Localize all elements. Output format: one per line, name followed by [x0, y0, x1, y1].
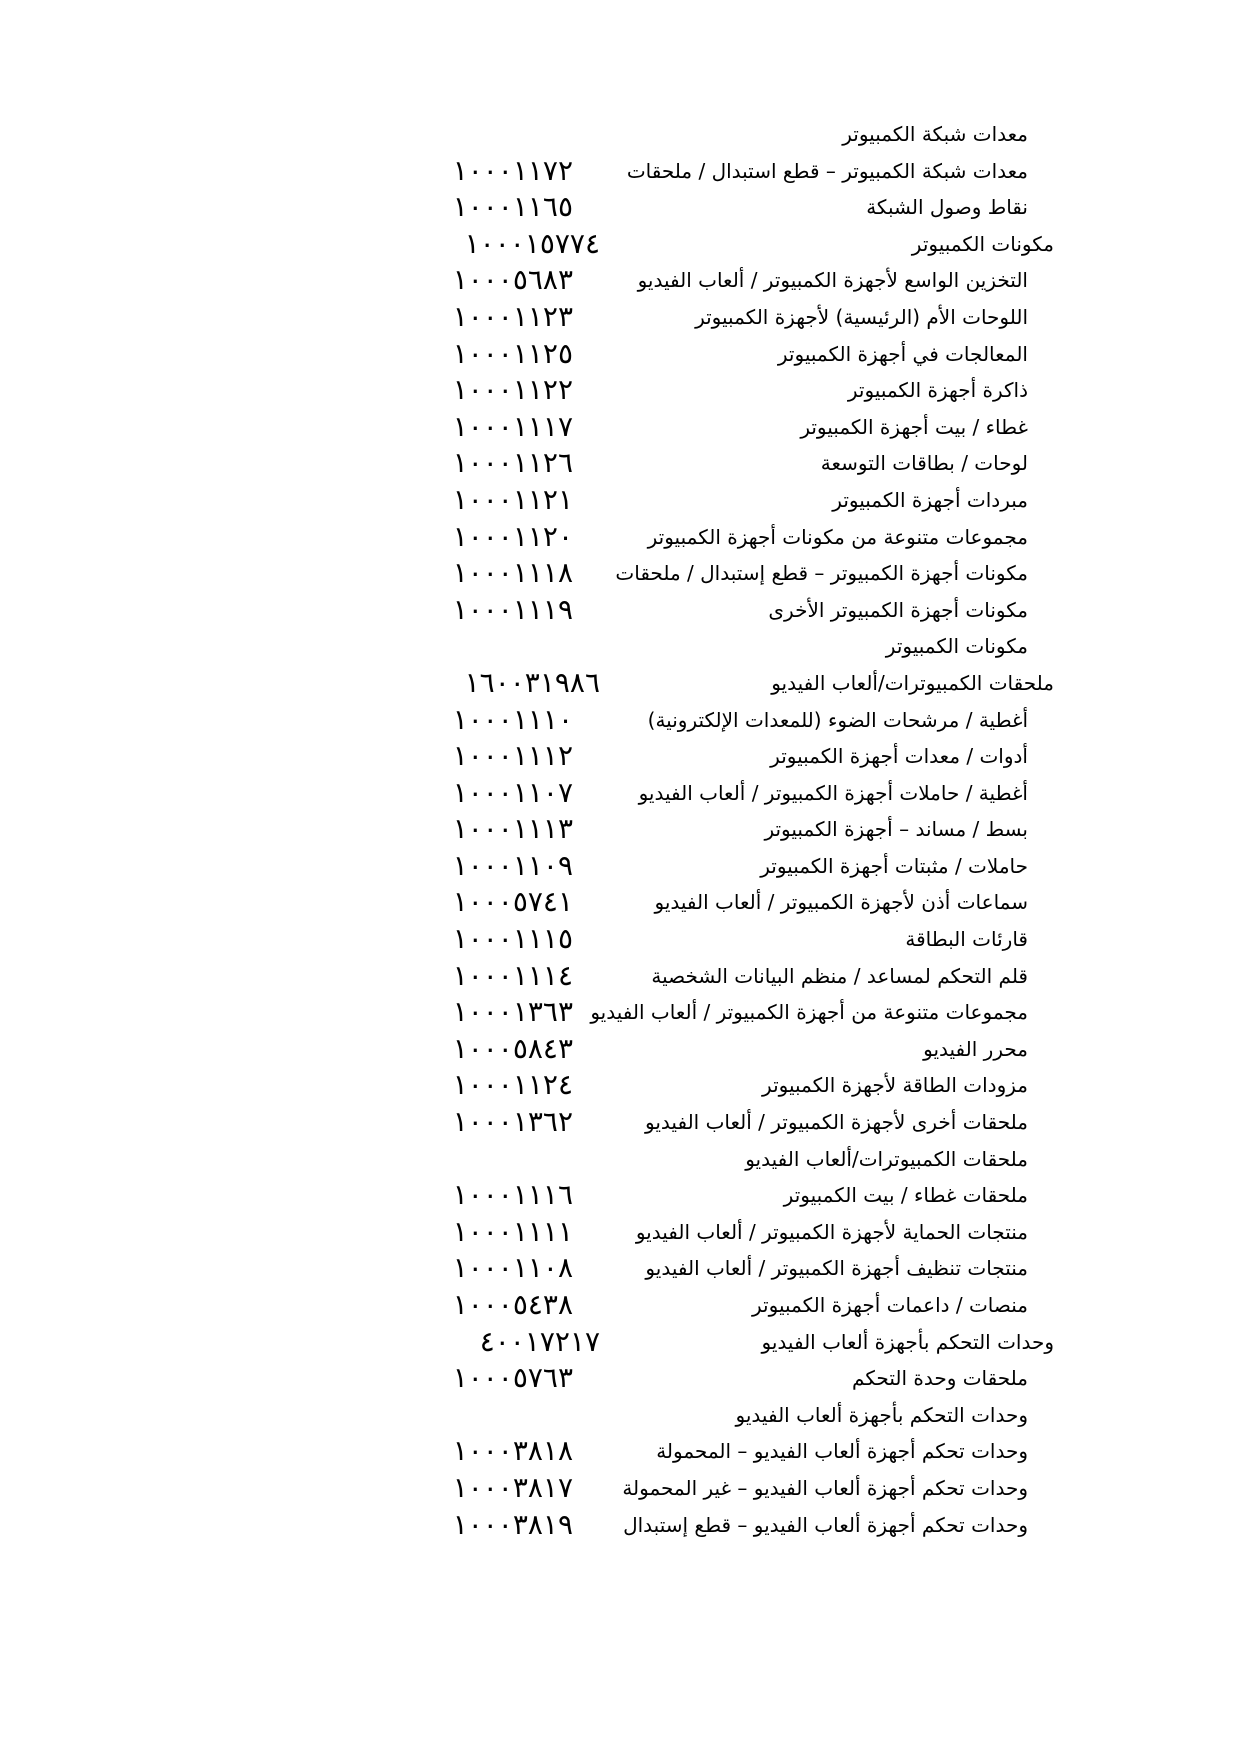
category-label: مجموعات متنوعة من مكونات أجهزة الكمبيوتر	[647, 524, 1028, 549]
category-label: معدات شبكة الكمبيوتر	[842, 122, 1028, 146]
category-row	[0, 153, 1240, 196]
category-row	[0, 519, 1240, 562]
category-label: قارئات البطاقة	[905, 927, 1028, 952]
category-label: لوحات / بطاقات التوسعة	[820, 451, 1028, 476]
category-row	[0, 1178, 1240, 1220]
category-code: ١٠٠٠١١١٠	[452, 702, 573, 736]
category-code: ١٠٠٠٣٨١٧	[452, 1470, 573, 1504]
category-code: ١٠٠٠١١٢١	[452, 482, 573, 516]
category-row	[0, 1031, 1240, 1074]
category-code: ١٠٠٠١١١٩	[452, 592, 573, 626]
category-label: أدوات / معدات أجهزة الكمبيوتر	[770, 744, 1028, 769]
category-code: ١٠٠٠١١٢٠	[452, 519, 573, 553]
category-row	[0, 995, 1240, 1037]
category-label: ملحقات الكمبيوترات/ألعاب الفيديو	[745, 1146, 1028, 1171]
category-label: حاملات / مثبتات أجهزة الكمبيوتر	[760, 853, 1028, 878]
category-label: منصات / داعمات أجهزة الكمبيوتر	[752, 1293, 1028, 1317]
category-code: ١٠٠٠١١٠٨	[452, 1251, 573, 1285]
category-code: ١٠٠٠٥٧٦٣	[452, 1361, 573, 1395]
category-label: المعالجات في أجهزة الكمبيوتر	[777, 341, 1028, 366]
category-code: ١٠٠٠٥٤٣٨	[452, 1288, 573, 1321]
category-row	[0, 1251, 1240, 1293]
category-row	[0, 1507, 1240, 1550]
category-label: قلم التحكم لمساعد / منظم البيانات الشخصية	[651, 963, 1028, 988]
category-row	[0, 634, 1240, 671]
category-row	[0, 592, 1240, 635]
category-row	[0, 1105, 1240, 1147]
category-label: منتجات تنظيف أجهزة الكمبيوتر / ألعاب الفيديو	[645, 1256, 1028, 1281]
category-row	[0, 299, 1240, 342]
category-label: ملحقات وحدة التحكم	[852, 1366, 1028, 1391]
category-row	[0, 922, 1240, 964]
category-row	[0, 848, 1240, 891]
category-code: ١٠٠٠١١١٣	[452, 812, 573, 846]
category-code: ١٠٠٠١٣٦٣	[452, 995, 573, 1029]
category-row	[0, 958, 1240, 1001]
category-code: ١٠٠٠٥٨٤٣	[452, 1031, 573, 1065]
category-label: وحدات تحكم أجهزة ألعاب الفيديو – المحمولة	[656, 1439, 1028, 1464]
category-row	[0, 775, 1240, 818]
category-code: ١٠٠٠١١٢٥	[452, 336, 573, 370]
category-label: مزودات الطاقة لأجهزة الكمبيوتر	[762, 1073, 1028, 1098]
category-label: ملحقات غطاء / بيت الكمبيوتر	[783, 1183, 1028, 1208]
category-code: ١٦٠٠٣١٩٨٦	[464, 665, 600, 699]
category-label: معدات شبكة الكمبيوتر – قطع استبدال / ملحقات	[626, 158, 1028, 183]
category-code: ١٠٠٠١١٦٥	[452, 190, 573, 224]
category-label: وحدات تحكم أجهزة ألعاب الفيديو – غير المحمولة	[622, 1475, 1028, 1500]
category-list	[0, 122, 1240, 1549]
category-code: ١٠٠٠١١٠٧	[452, 775, 573, 809]
category-row	[0, 1288, 1240, 1330]
category-row	[0, 702, 1240, 745]
category-label: مكونات أجهزة الكمبيوتر – قطع إستبدال / ملحقات	[615, 561, 1028, 586]
category-label: التخزين الواسع لأجهزة الكمبيوتر / ألعاب الفيديو	[637, 268, 1028, 293]
category-label: ملحقات أخرى لأجهزة الكمبيوتر / ألعاب الفيديو	[645, 1110, 1028, 1135]
category-heading-row	[0, 665, 1240, 708]
category-label: مبردات أجهزة الكمبيوتر	[832, 487, 1028, 512]
category-row	[0, 556, 1240, 598]
category-row	[0, 1361, 1240, 1403]
category-row	[0, 1470, 1240, 1513]
category-code: ١٠٠٠٣٨١٩	[452, 1507, 573, 1541]
category-label: ملحقات الكمبيوترات/ألعاب الفيديو	[771, 670, 1054, 695]
category-row	[0, 885, 1240, 927]
category-row	[0, 446, 1240, 488]
category-label: مكونات أجهزة الكمبيوتر الأخرى	[768, 597, 1028, 622]
category-label: نقاط وصول الشبكة	[866, 195, 1028, 220]
category-code: ١٠٠٠٥٦٨٣	[452, 263, 573, 297]
category-label: وحدات التحكم بأجهزة ألعاب الفيديو	[735, 1402, 1028, 1427]
category-label: ذاكرة أجهزة الكمبيوتر	[847, 378, 1028, 403]
category-code: ١٠٠٠٣٨١٨	[452, 1434, 573, 1468]
category-code: ١٠٠٠١٥٧٧٤	[464, 226, 600, 260]
category-label: مكونات الكمبيوتر	[885, 634, 1028, 659]
category-code: ١٠٠٠١١٢٣	[452, 299, 573, 333]
category-label: وحدات التحكم بأجهزة ألعاب الفيديو	[761, 1329, 1054, 1354]
category-row	[0, 482, 1240, 525]
category-row	[0, 1068, 1240, 1110]
category-label: مجموعات متنوعة من أجهزة الكمبيوتر / ألعاب الفيديو	[590, 1000, 1028, 1025]
category-code: ١٠٠٠١١٢٤	[452, 1068, 573, 1102]
category-code: ١٠٠٠١١١٧	[452, 409, 573, 443]
category-label: أغطية / حاملات أجهزة الكمبيوتر / ألعاب الفيديو	[638, 780, 1028, 805]
category-code: ١٠٠٠١١١٥	[452, 922, 573, 956]
category-code: ١٠٠٠١١١٤	[452, 958, 573, 992]
category-row	[0, 1214, 1240, 1257]
category-label: وحدات تحكم أجهزة ألعاب الفيديو – قطع إستبدال	[623, 1512, 1028, 1537]
category-row	[0, 1403, 1240, 1440]
category-row	[0, 409, 1240, 452]
category-heading-row	[0, 1324, 1240, 1367]
category-label: محرر الفيديو	[923, 1036, 1028, 1061]
category-code: ١٠٠٠١١٧٢	[452, 153, 573, 187]
category-code: ١٠٠٠١١١١	[452, 1214, 573, 1248]
category-heading-row	[0, 226, 1240, 269]
category-label: غطاء / بيت أجهزة الكمبيوتر	[800, 414, 1028, 439]
category-label: منتجات الحماية لأجهزة الكمبيوتر / ألعاب الفيديو	[635, 1219, 1028, 1244]
category-code: ١٠٠٠١١٢٦	[452, 446, 573, 480]
category-code: ١٠٠٠١١١٢	[452, 739, 573, 773]
category-row	[0, 336, 1240, 379]
category-code: ٤٠٠١٧٢١٧	[479, 1324, 600, 1358]
category-code: ١٠٠٠١٣٦٢	[452, 1105, 573, 1139]
category-label: مكونات الكمبيوتر	[911, 231, 1054, 256]
category-code: ١٠٠٠٥٧٤١	[452, 885, 573, 919]
category-row	[0, 739, 1240, 781]
category-row	[0, 373, 1240, 415]
category-label: اللوحات الأم (الرئيسية) لأجهزة الكمبيوتر	[695, 304, 1028, 329]
category-code: ١٠٠٠١١٠٩	[452, 848, 573, 882]
category-label: بسط / مساند – أجهزة الكمبيوتر	[764, 817, 1028, 842]
category-row	[0, 812, 1240, 854]
category-row	[0, 263, 1240, 305]
category-code: ١٠٠٠١١١٦	[452, 1178, 573, 1212]
category-row	[0, 1147, 1240, 1184]
category-code: ١٠٠٠١١١٨	[452, 556, 573, 590]
category-code: ١٠٠٠١١٢٢	[452, 373, 573, 407]
category-row	[0, 122, 1240, 159]
category-label: أغطية / مرشحات الضوء (للمعدات الإلكترونية)	[647, 707, 1028, 732]
category-row	[0, 190, 1240, 232]
category-label: سماعات أذن لأجهزة الكمبيوتر / ألعاب الفيديو	[654, 890, 1028, 915]
category-row	[0, 1434, 1240, 1476]
